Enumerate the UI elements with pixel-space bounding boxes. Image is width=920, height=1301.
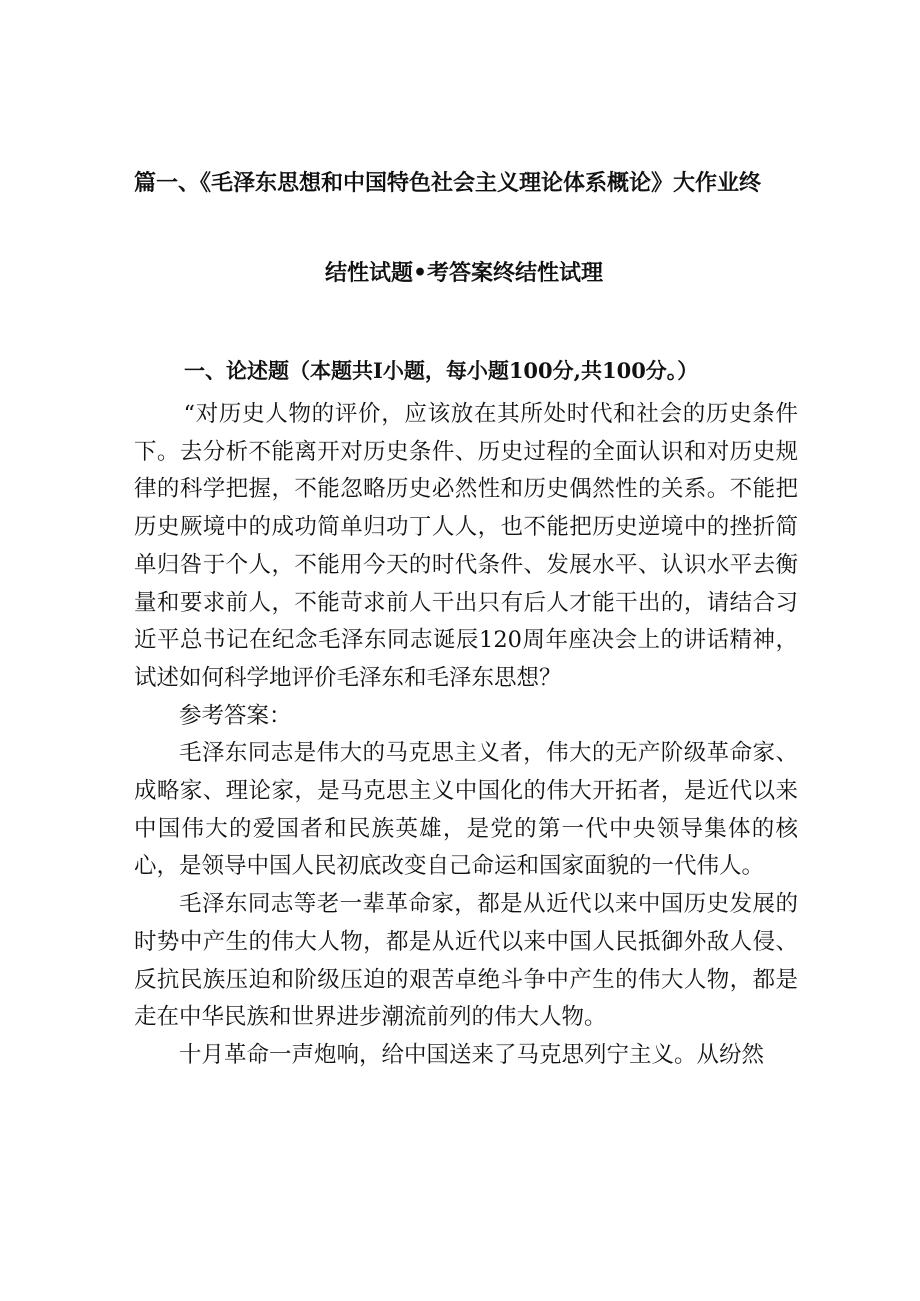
document-subtitle: 结性试题•考答案终结性试理: [324, 260, 604, 286]
section-heading: 一、论述题（本题共I小题，每小题100分,共100分。）: [184, 358, 699, 383]
body-text: [134, 396, 798, 1075]
answer-label: 参考答案：: [179, 702, 292, 729]
answer-paragraph: 毛泽东同志等老一辈革命家，都是从近代以来中国历史发展的时势中产生的伟大人物，都是从近代以来中国人民抵御外敌人侵、反抗民族压迫和阶级压迫的艰苦卓绝斗争中产生的伟大人物，都是走在中华民族和世界进步潮流前列的伟大人物。: [134, 891, 798, 1031]
document-title: 篇一、《毛泽东思想和中国特色社会主义理论体系概论》大作业终: [134, 170, 762, 196]
answer-paragraph: 毛泽东同志是伟大的马克思主义者，伟大的无产阶级革命家、成略家、理论家，是马克思主义中国化的伟大开拓者，是近代以来中国伟大的爱国者和民族英雄，是党的第一代中央领导集体的核心，是领导中国人民初底改变自己命运和国家面貌的一代伟人。: [134, 740, 798, 880]
question-paragraph: “对历史人物的评价，应该放在其所处时代和社会的历史条件下。去分析不能离开对历史条件、历史过程的全面认识和对历史规律的科学把握，不能忽略历史必然性和历史偶然性的关系。不能把历史厥境中的成功简单归功丁人人，也不能把历史逆境中的挫折简单归咎于个人，不能用今天的时代条件、发展水平、认识水平去衡量和要求前人，不能苛求前人干出只有后人才能干出的，请结合习近平总书记在纪念毛泽东同志诞辰120周年座决会上的讲话精神，试述如何科学地评价毛泽东和毛泽东思想？: [134, 401, 798, 691]
answer-paragraph: 十月革命一声炮响，给中国送来了马克思列宁主义。从纷然: [179, 1041, 765, 1068]
